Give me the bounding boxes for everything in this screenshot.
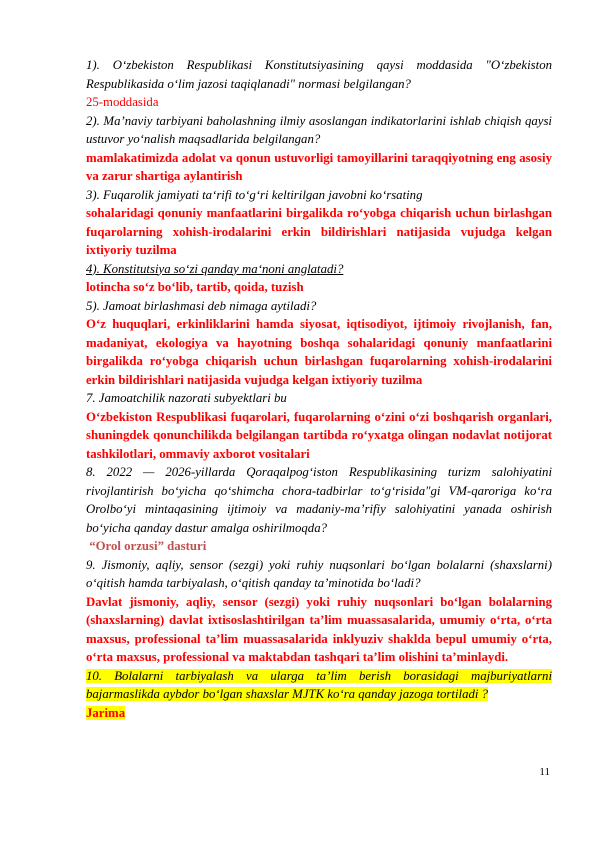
answer-5: O‘z huquqlari, erkinliklarini hamda siyosat, iqtisodiyot, ijtimoiy rivojlanish, fan, madaniyat, ekologiya va hayotning boshqa sohalaridagi qonuniy manfaatlarini birgalikda ro‘yobga chiqarish uchun birlashgan fuqarolarning xohish-irodalarini erkin bildirishlari natijasida vujudga kelgan ixtiyoriy tuzilma (86, 317, 552, 387)
question-10 (86, 667, 552, 704)
answer-4: lotincha so‘z bo‘lib, tartib, qoida, tuzish (86, 280, 304, 294)
question-4: 4). Konstitutsiya so‘zi qanday ma‘noni anglatadi? (86, 261, 344, 276)
document-page (86, 56, 552, 722)
question-2: 2). Ma’naviy tarbiyani baholashning ilmiy asoslangan indikatorlarini ishlab chiqish qaysi ustuvor yo‘nalish maqsadlarida belgilangan? (86, 113, 552, 146)
answer-1: 25-moddasida (86, 95, 159, 109)
answer-10-highlight: Jarima (86, 705, 126, 720)
question-3: 3). Fuqarolik jamiyati ta‘rifi to‘g‘ri keltirilgan javobni ko‘rsating (86, 187, 423, 202)
question-8: 8. 2022 — 2026-yillarda Qoraqalpog‘iston Respublikasining turizm salohiyatini rivojlantirish bo‘yicha qo‘shimcha chora-tadbirlar to‘g‘risida"gi VM-qaroriga ko‘ra Orolbo‘yi mintaqasining ijtimoiy va madaniy-ma’rifiy salohiyatini yanada oshirish bo‘yicha qanday dastur amalga oshirilmoqda? (86, 465, 552, 535)
answer-2: mamlakatimizda adolat va qonun ustuvorligi tamoyillarini taraqqiyotning eng asosiy va zarur shartiga aylantirish (86, 150, 552, 183)
question-5: 5). Jamoat birlashmasi deb nimaga aytiladi? (86, 298, 317, 313)
question-9: 9. Jismoniy, aqliy, sensor (sezgi) yoki ruhiy nuqsonlari bo‘lgan bolalarni (shaxslarni) o‘qitish hamda tarbiyalash, o‘qitish qanday ta’minotida bo‘ladi? (86, 557, 552, 590)
answer-9: Davlat jismoniy, aqliy, sensor (sezgi) yoki ruhiy nuqsonlari bo‘lgan bolalarning (shaxslarning) davlat ixtisoslashtirilgan ta’lim muassasalarida, umumiy o‘rta, o‘rta maxsus, professional ta’lim muassasalarida inklyuziv shaklda bepul umumiy o‘rta, o‘rta maxsus, professional va maktabdan tashqari ta’lim olishini ta’minlaydi. (86, 594, 552, 664)
question-1: 1). O‘zbekiston Respublikasi Konstitutsiyasining qaysi moddasida "O‘zbekiston Respublikasida o‘lim jazosi taqiqlanadi" normasi belgilangan? (86, 58, 552, 91)
answer-8: “Orol orzusi” dasturi (86, 539, 207, 553)
page-number: 11 (539, 766, 550, 778)
question-7: 7. Jamoatchilik nazorati subyektlari bu (86, 391, 287, 405)
answer-3: sohalaridagi qonuniy manfaatlarini birgalikda ro‘yobga chiqarish uchun birlashgan fuqarolarning xohish-irodalarini erkin bildirishlari natijasida vujudga kelgan ixtiyoriy tuzilma (86, 206, 552, 257)
question-10-highlight: 10. Bolalarni tarbiyalash va ularga ta’lim berish borasidagi majburiyatlarni bajarmaslikda aybdor bo‘lgan shaxslar MJTK ko‘ra qanday jazoga tortiladi ? (86, 668, 552, 701)
answer-7: O‘zbekiston Respublikasi fuqarolari, fuqarolarning o‘zini o‘zi boshqarish organlari, shuningdek qonunchilikda belgilangan tartibda ro‘yxatga olingan nodavlat notijorat tashkilotlari, ommaviy axborot vositalari (86, 409, 552, 461)
answer-10 (86, 704, 552, 723)
